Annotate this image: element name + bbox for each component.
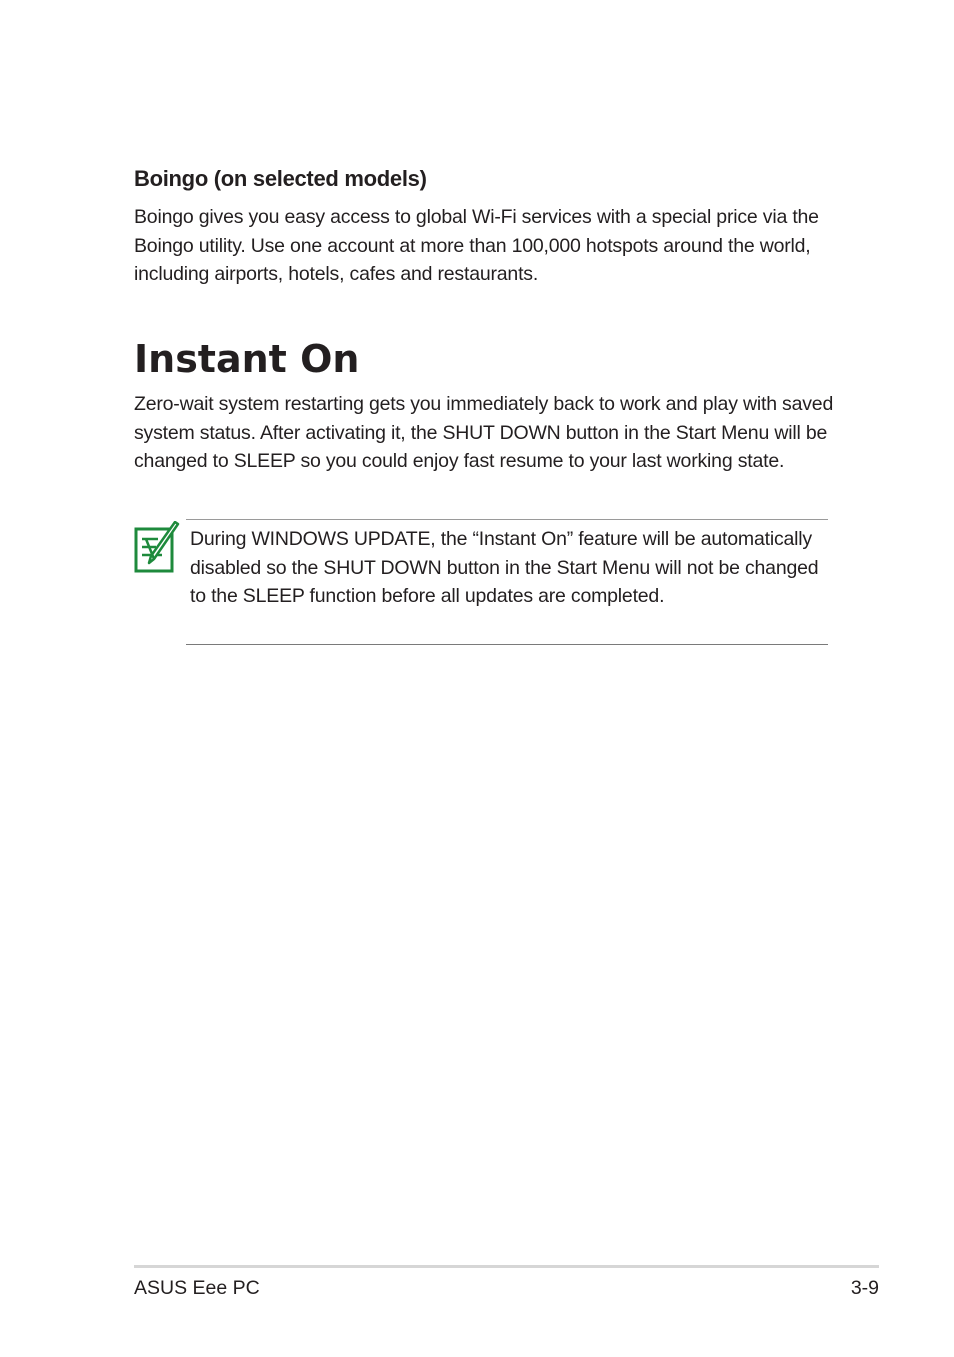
footer-product-name: ASUS Eee PC — [134, 1277, 260, 1299]
note-bottom-divider — [186, 644, 828, 645]
page-number: 3-9 — [850, 1277, 879, 1299]
instant-on-paragraph: Zero-wait system restarting gets you immediately back to work and play with saved system status. After activating it, the SHUT DOWN button in the Start Menu will be changed to SLEEP so you could enjoy fast resume to your last working state. — [134, 393, 834, 473]
note-box — [134, 519, 828, 646]
boingo-paragraph: Boingo gives you easy access to global Wi-Fi services with a special price via the Boingo utility. Use one account at more than 100,000 hotspots around the world, including airports, hotels, cafes and restaurants. — [134, 206, 819, 286]
page-title: Instant On — [134, 337, 360, 381]
note-text: During WINDOWS UPDATE, the “Instant On” feature will be automatically disabled so the SHUT DOWN button in the Start Menu will not be changed to the SLEEP function before all updates are completed. — [190, 528, 819, 608]
section-heading-boingo: Boingo (on selected models) — [134, 166, 427, 191]
footer-divider — [134, 1265, 879, 1268]
note-top-divider — [186, 519, 828, 520]
note-pencil-icon — [134, 521, 180, 573]
